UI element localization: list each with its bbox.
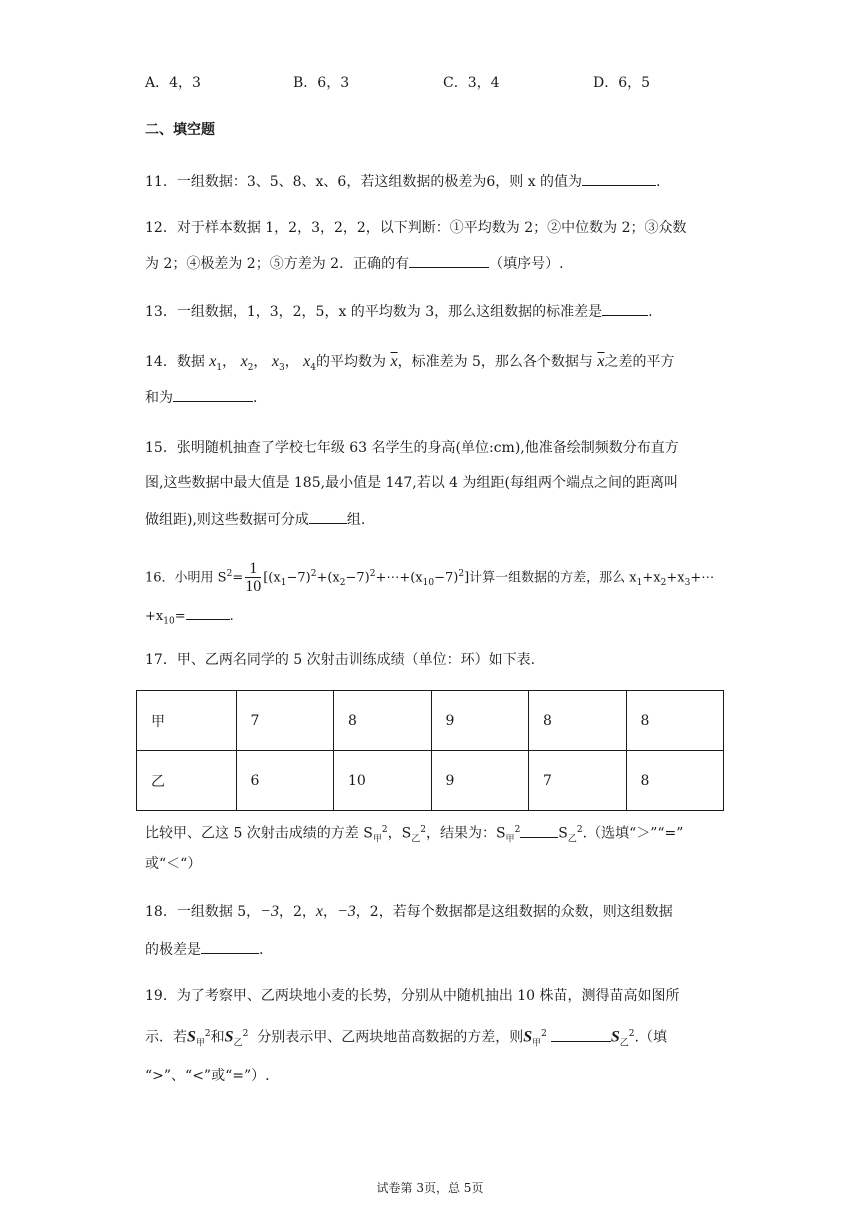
q19-a: 示．若 [145, 1029, 187, 1046]
q14-var-2: x [240, 353, 248, 370]
q19-S-2: S [224, 1028, 234, 1046]
q14-sub-1: 1 [216, 362, 223, 373]
q16-sub-x1: 1 [636, 577, 643, 588]
q16-sub-x2: 2 [660, 577, 667, 588]
q17-d: S [558, 825, 568, 842]
q19-d: .（填 [634, 1029, 667, 1046]
q15-line3-end: 组. [346, 512, 366, 528]
q14-var-3: x [271, 353, 279, 370]
q17-sub-yi-2: 乙 [567, 834, 577, 845]
q19-line1: 19．为了考察甲、乙两块地小麦的长势，分别从中随机抽出 10 株苗，测得苗高如图所 [145, 988, 680, 1004]
q19-c: 分别表示甲、乙两块地苗高数据的方差，则 [257, 1029, 524, 1046]
q17-a: 比较甲、乙这 5 次射击成绩的方差 S [145, 825, 373, 842]
q12-line1: 12．对于样本数据 1，2，3，2，2，以下判断：①平均数为 2；②中位数为 2；③众数 [145, 220, 687, 236]
q17-answer-blank[interactable] [520, 822, 558, 838]
q16-t9: +⋯ [690, 570, 715, 586]
q16-line2 [145, 604, 234, 632]
q19-sup-4: 2 [628, 1029, 635, 1039]
q16-t1: −7) [286, 570, 311, 586]
table-cell: 8 [529, 691, 626, 751]
q17-sup-2: 2 [420, 825, 426, 835]
q16-t2: +(x [316, 570, 340, 586]
q18-c: ， [323, 904, 337, 920]
q17-c: ，结果为：S [425, 825, 506, 842]
q13-answer-blank[interactable] [602, 300, 648, 316]
option-a[interactable]: A．4，3 [145, 75, 201, 91]
table-cell: 乙 [137, 751, 237, 811]
q14-sep-2: ， [253, 354, 268, 370]
q18-end: . [259, 942, 264, 958]
q16-fraction [245, 560, 261, 596]
q16-end: . [229, 609, 234, 624]
q16-sub-10: 10 [422, 577, 435, 588]
q19-S-1: S [187, 1028, 196, 1046]
q15-line3-start: 做组距),则这些数据可分成 [145, 512, 309, 528]
scores-table [136, 690, 724, 811]
q11-end: . [656, 174, 661, 190]
option-c[interactable]: C．3，4 [443, 75, 500, 91]
q16-t6: ]计算一组数据的方差，那么 x [464, 570, 637, 586]
q17-sup-1: 2 [381, 825, 388, 835]
q16-sup-a: 2 [310, 569, 317, 579]
q13-end: . [648, 304, 653, 320]
q18-line2-start: 的极差是 [145, 942, 201, 958]
q14-sub-2: 2 [247, 362, 254, 373]
q14-mid3: 之差的平方 [604, 354, 675, 370]
option-d[interactable]: D．6，5 [593, 75, 651, 91]
q17-e: .（选填“＞”“=” [582, 825, 684, 842]
q12-line2-start: 为 2；④极差为 2；⑤方差为 2．正确的有 [145, 256, 410, 272]
q17-sup-4: 2 [576, 825, 583, 835]
q19-sub-yi-1: 乙 [233, 1038, 243, 1049]
q16-sub-2: 2 [339, 577, 346, 588]
table-cell: 8 [333, 691, 431, 751]
q19-answer-blank[interactable] [551, 1026, 611, 1042]
q16-t5: −7) [434, 570, 459, 586]
q15-line2: 图,这些数据中最大值是 185,最小值是 147,若以 4 为组距(每组两个端点之间的距离叫 [145, 475, 678, 491]
table-row [137, 691, 724, 751]
q14-answer-blank[interactable] [173, 386, 253, 402]
q16-prefix: 16．小明用 S [145, 570, 227, 586]
q19-line3: “>”、“<”或“=”）. [145, 1068, 270, 1084]
q19-sup-1: 2 [204, 1029, 211, 1039]
q14-line2 [145, 386, 257, 408]
q19-sub-yi-2: 乙 [619, 1038, 629, 1049]
question-13 [145, 300, 653, 322]
q16-line2-start: +x [145, 609, 164, 624]
q16-line2-eq: = [174, 609, 186, 624]
q14-var-4: x [303, 353, 311, 370]
q17-sub-jia: 甲 [372, 834, 382, 845]
table-cell: 8 [626, 751, 724, 811]
q16-frac-den: 10 [245, 577, 262, 595]
question-11 [145, 170, 661, 192]
q11-answer-blank[interactable] [582, 170, 656, 186]
page-footer: 试卷第 3页，总 5页 [376, 1181, 484, 1195]
q14-mean-symbol: $\overline{x}$ [390, 353, 398, 370]
q19-sub-jia-2: 甲 [532, 1038, 542, 1049]
q12-line2 [145, 252, 564, 274]
q14-sep-1: ， [222, 354, 237, 370]
table-cell: 6 [236, 751, 333, 811]
q19-S-3: S [523, 1028, 533, 1046]
q16-line1 [145, 556, 714, 601]
q17-sub-yi: 乙 [411, 834, 421, 845]
q17-after-line1 [145, 820, 683, 849]
q18-line2 [145, 938, 263, 960]
q16-sup-b: 2 [369, 569, 376, 579]
q19-sup-3: 2 [541, 1029, 547, 1039]
q16-sub-x3: 3 [684, 577, 691, 588]
q14-sub-3: 3 [278, 362, 285, 373]
q14-var-1: x [209, 353, 217, 370]
q18-a: 18．一组数据 5， [145, 904, 261, 920]
table-row [137, 751, 724, 811]
table-cell: 8 [626, 691, 724, 751]
q16-sub-1: 1 [280, 577, 287, 588]
q16-t7: +x [642, 570, 661, 586]
q16-t3: −7) [345, 570, 370, 586]
q17-b: ，S [387, 825, 412, 842]
q16-sup-c: 2 [458, 569, 465, 579]
q18-x: x [315, 903, 323, 920]
q12-line2-end: （填序号）. [489, 256, 564, 272]
q19-b: 和 [210, 1029, 225, 1046]
option-b[interactable]: B．6，3 [293, 75, 350, 91]
q18-b: ，2， [278, 904, 316, 920]
q18-line1 [145, 902, 673, 922]
q14-line2-start: 和为 [145, 390, 173, 406]
q19-line2 [145, 1022, 667, 1055]
q11-text: 11．一组数据：3、5、8、x、6，若这组数据的极差为6，则 x 的值为 [145, 174, 583, 190]
q16-t4: +⋯+(x [375, 570, 423, 586]
q16-answer-blank[interactable] [186, 604, 230, 620]
q16-frac-num: 1 [245, 560, 261, 578]
q16-t8: +x [666, 570, 685, 586]
q14-prefix: 14．数据 [145, 354, 205, 370]
table-cell: 10 [333, 751, 431, 811]
q14-end: . [253, 390, 258, 406]
q14-line1 [145, 352, 675, 378]
q15-line3 [145, 508, 365, 530]
q14-sub-4: 4 [310, 362, 317, 373]
q16-t0: [(x [263, 570, 281, 586]
q15-answer-blank[interactable] [309, 508, 347, 524]
table-cell: 7 [236, 691, 333, 751]
q15-line1: 15．张明随机抽查了学校七年级 63 名学生的身高(单位:cm),他准备绘制频数分布直方 [145, 440, 679, 456]
q17-sub-jia-2: 甲 [505, 834, 515, 845]
table-cell: 甲 [137, 691, 237, 751]
q17-text: 17．甲、乙两名同学的 5 次射击训练成绩（单位：环）如下表. [145, 652, 536, 668]
q16-eq: = [232, 570, 244, 586]
section-title: 二、填空题 [145, 122, 215, 138]
q18-d: ，2，若每个数据都是这组数据的众数，则这组数据 [355, 904, 673, 920]
table-cell: 9 [431, 691, 528, 751]
q12-answer-blank[interactable] [409, 252, 489, 268]
q13-text: 13．一组数据，1，3，2，5，x 的平均数为 3，那么这组数据的标准差是 [145, 304, 603, 320]
q16-sup: 2 [226, 569, 233, 579]
q19-S-4: S [610, 1028, 620, 1046]
q19-sup-2: 2 [242, 1029, 249, 1039]
q16-line2-sub: 10 [163, 616, 175, 627]
q18-neg3-1: −3 [260, 903, 279, 920]
table-cell: 9 [431, 751, 528, 811]
q14-mid: 的平均数为 [316, 354, 387, 370]
q14-sep-3: ， [284, 354, 299, 370]
q18-answer-blank[interactable] [201, 938, 259, 954]
q14-mid2: ，标准差为 5，那么各个数据与 [397, 354, 593, 370]
table-cell: 7 [529, 751, 626, 811]
q19-sub-jia-1: 甲 [195, 1038, 205, 1049]
q18-neg3-2: −3 [337, 903, 356, 920]
q17-after-line2: 或“＜“） [145, 856, 202, 872]
q17-sup-3: 2 [514, 825, 521, 835]
q14-mean-symbol-2: $\overline{x}$ [597, 353, 605, 370]
